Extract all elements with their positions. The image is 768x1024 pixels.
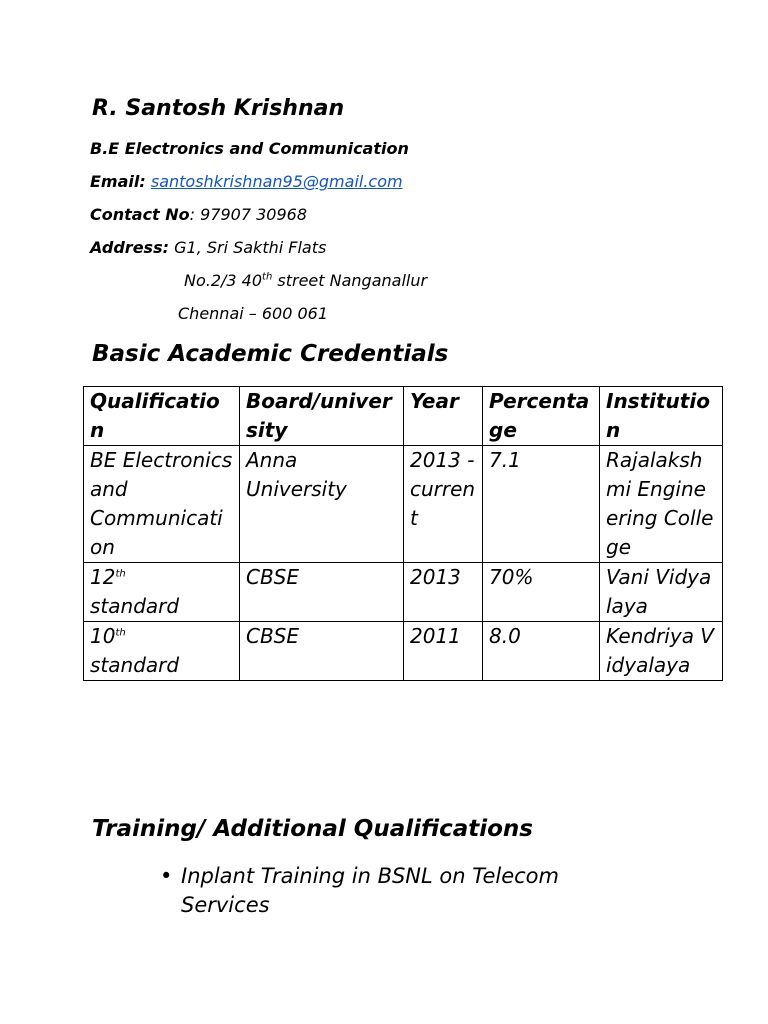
- academic-credentials-table: [83, 386, 723, 681]
- training-list: [160, 862, 620, 920]
- address-line-2-post: street Nanganallur: [272, 271, 428, 290]
- cell-board: CBSE: [240, 622, 404, 681]
- cell-institution: Kendriya Vidyalaya: [600, 622, 723, 681]
- qualification-sup: th: [115, 627, 126, 639]
- col-institution: Institution: [600, 387, 723, 446]
- cell-qualification: [84, 622, 240, 681]
- training-item-text: Inplant Training in BSNL on Telecom Services: [181, 864, 559, 917]
- bullet-icon: •: [160, 864, 173, 888]
- contact-value: : 97907 30968: [189, 205, 308, 224]
- cell-year: 2013: [404, 563, 483, 622]
- degree-line: B.E Electronics and Communication: [90, 139, 409, 158]
- candidate-name: R. Santosh Krishnan: [92, 96, 345, 121]
- email-label: Email:: [90, 172, 146, 191]
- col-board: Board/university: [240, 387, 404, 446]
- table-row: [84, 446, 723, 563]
- address-line-1: [90, 238, 326, 257]
- col-qualification: Qualification: [84, 387, 240, 446]
- cell-institution: Vani Vidyalaya: [600, 563, 723, 622]
- cell-qualification: [84, 446, 240, 563]
- address-line-2-pre: No.2/3 40: [184, 271, 263, 290]
- table-row: [84, 563, 723, 622]
- qualification-number: 10: [90, 624, 116, 648]
- cell-year: 2011: [404, 622, 483, 681]
- address-label: Address:: [90, 238, 169, 257]
- col-percentage: Percentage: [483, 387, 600, 446]
- cell-board: CBSE: [240, 563, 404, 622]
- list-item: [160, 862, 620, 920]
- address-line-3: Chennai – 600 061: [178, 304, 329, 323]
- cell-percentage: 8.0: [483, 622, 600, 681]
- email-line: [90, 172, 403, 191]
- qualification-post: standard: [90, 594, 180, 618]
- academic-section-title: Basic Academic Credentials: [92, 341, 449, 367]
- qualification-number: 12: [90, 565, 116, 589]
- cell-percentage: 7.1: [483, 446, 600, 563]
- contact-label: Contact No: [90, 205, 190, 224]
- email-link[interactable]: santoshkrishnan95@gmail.com: [150, 172, 403, 191]
- cell-qualification: [84, 563, 240, 622]
- contact-line: [90, 205, 307, 224]
- cell-year: 2013 - current: [404, 446, 483, 563]
- cell-percentage: 70%: [483, 563, 600, 622]
- qualification-post: standard: [90, 653, 180, 677]
- col-year: Year: [404, 387, 483, 446]
- training-section-title: Training/ Additional Qualifications: [92, 816, 533, 842]
- qualification-sup: th: [115, 568, 126, 580]
- table-header-row: [84, 387, 723, 446]
- qualification-text: BE Electronics and Communication: [90, 448, 233, 559]
- cell-board: Anna University: [240, 446, 404, 563]
- address-line-1-text: G1, Sri Sakthi Flats: [174, 238, 327, 257]
- table-row: [84, 622, 723, 681]
- address-line-2: [184, 271, 427, 290]
- address-line-2-sup: th: [262, 271, 273, 283]
- cell-institution: Rajalakshmi Engineering College: [600, 446, 723, 563]
